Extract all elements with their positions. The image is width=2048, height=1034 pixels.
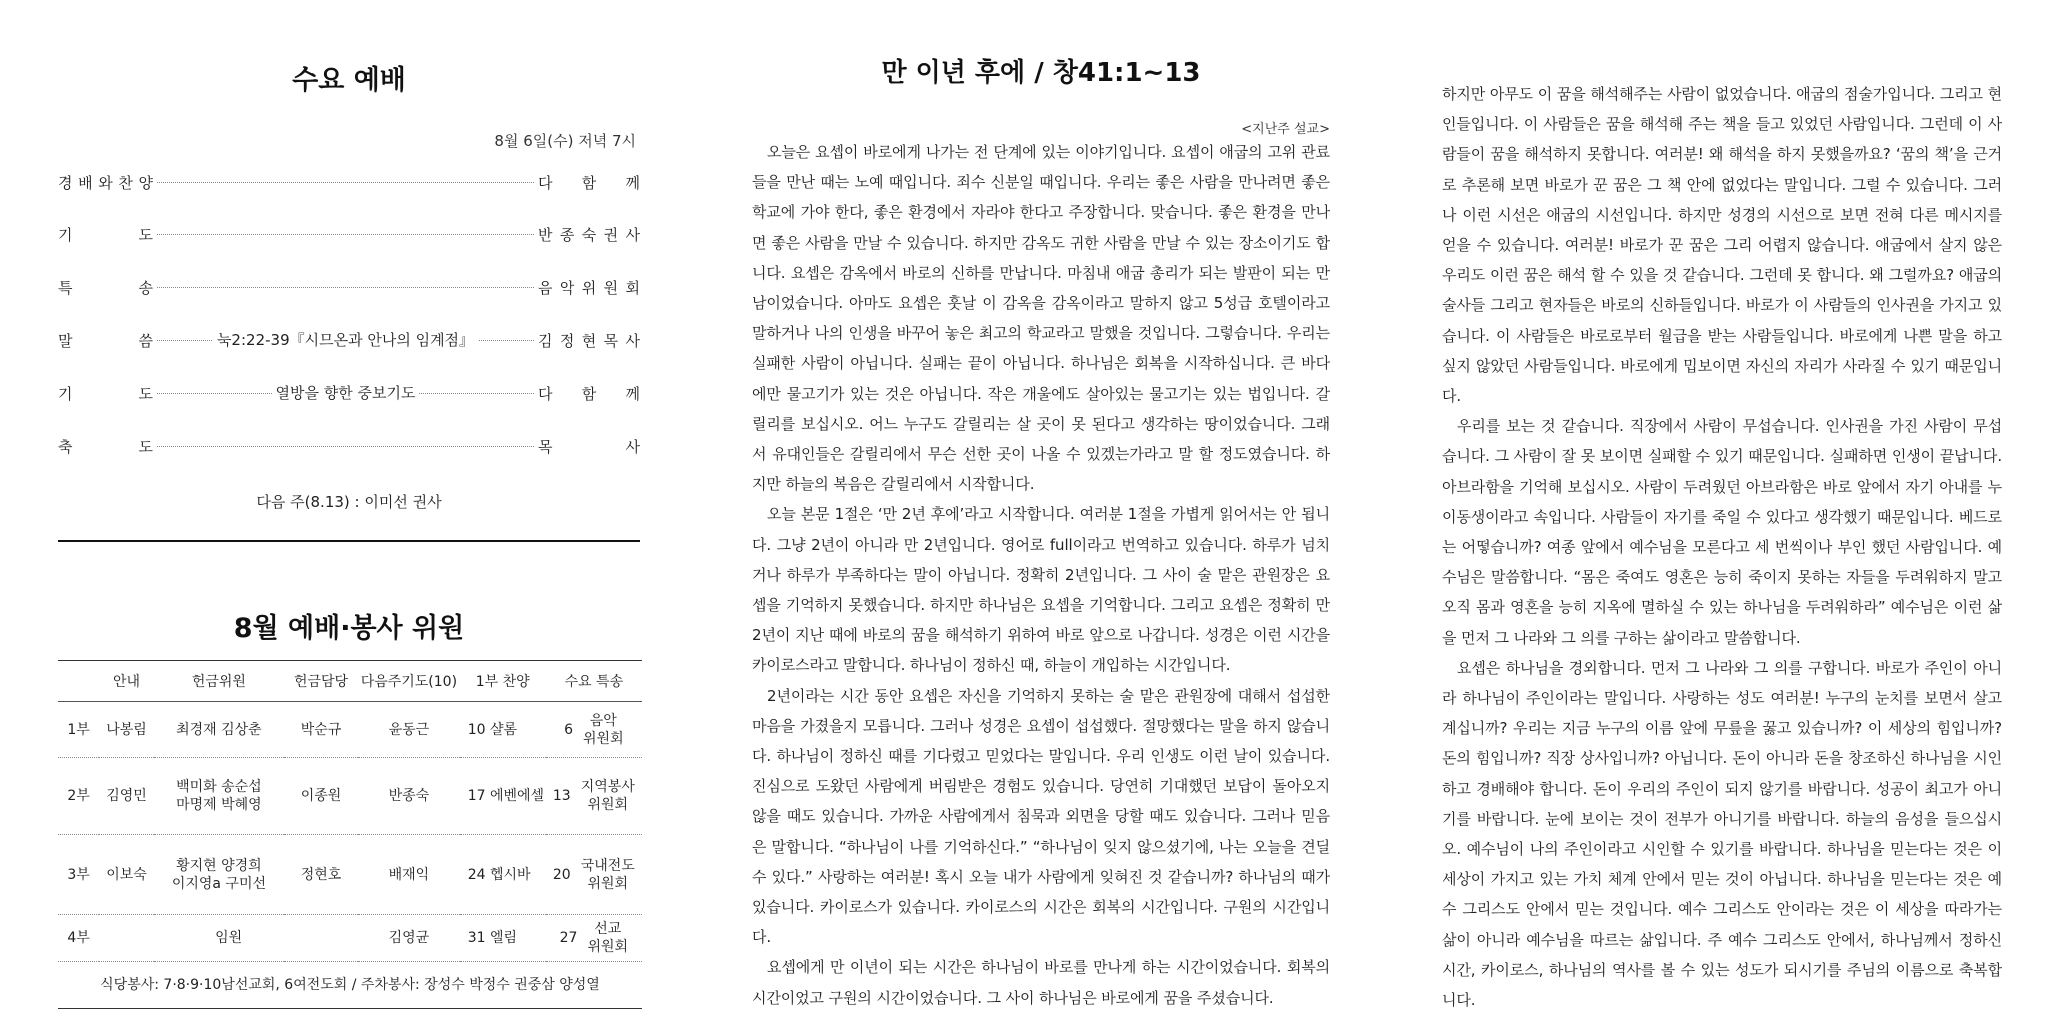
offering-cell: [99, 915, 358, 962]
prayer-cell: 배재익: [358, 835, 460, 915]
next-week-prayer: 다음 주(8.13) : 이미선 권사: [256, 493, 442, 511]
hymn-cell: 17 에벤에셀: [460, 758, 546, 835]
volunteers-footer-row: [58, 962, 642, 1009]
label-char: 배: [78, 173, 93, 192]
dotted-leader: [157, 181, 534, 183]
label-char: 송: [138, 278, 153, 297]
volunteers-row: [58, 915, 642, 962]
leader-char: 다: [538, 173, 553, 192]
sermon-paragraph: 오늘 본문 1절은 ‘만 2년 후에’라고 시작합니다. 여러분 1절을 가볍게 읽어서는 안 됩니다. 그냥 2년이 아니라 만 2년입니다. 영어로 full이라고 번역하고 있습니다. 하루가 넘치거나 하루가 부족하다는 말이 아닙니다. 정확히 2년입니다. 그 사이 술 맡은 관원장은 요셉을 기억하지 못했습니다. 하지만 하나님은 요셉을 기억합니다. 그리고 요셉은 정확히 만 2년이 지난 때에 바로의 꿈을 해석하기 위하여 바로 앞으로 나갑니다. 성경은 이런 시간을 카이로스라고 말합니다. 하나님이 정하신 때, 하늘이 개입하는 시간입니다.: [752, 505, 1330, 675]
special-number: 27: [559, 930, 578, 946]
volunteers-row: [58, 702, 642, 758]
offering-cell: [154, 758, 284, 835]
special-group: [581, 857, 635, 893]
leader-char: 사: [625, 331, 640, 350]
sermon-title: 만 이년 후에 / 창41:1~13: [881, 58, 1201, 88]
sermon-paragraph: 요셉은 하나님을 경외합니다. 먼저 그 나라와 그 의를 구합니다. 바로가 주인이 아니라 하나님이 주인이라는 말입니다. 사랑하는 성도 여러분! 누구의 눈치를 보면서 살고 계십니까? 우리는 지금 누구의 이름 앞에 무릎을 꿇고 있습니까? 이 세상의 힘입니까? 돈의 힘입니까? 직장 상사입니까? 아닙니다. 돈이 아니라 돈을 창조하신 하나님을 시인하고 경배해야 합니다. 돈이 우리의 주인이 되지 않기를 바랍니다. 성공이 최고가 아니기를 바랍니다. 눈에 보이는 것이 전부가 아니기를 바랍니다. 하늘의 음성을 들으십시오. 예수님이 나의 주인이라고 시인할 수 있기를 바랍니다. 하나님을 믿는다는 것은 이 세상이 가지고 있는 가치 체계 안에서 믿는 것이 아닙니다. 하나님을 믿는다는 것은 예수 그리스도 안에서 믿는 것입니다. 예수 그리스도 안이라는 것은 이 세상을 따라가는 삶이 아니라 예수님을 따르는 삶입니다. 주 예수 그리스도 안에서, 하나님께서 정하신 시간, 카이로스, 하나님의 역사를 볼 수 있는 성도가 되시기를 주님의 이름으로 축복합니다.: [1442, 658, 2002, 1010]
cell-line: 음악: [589, 712, 617, 729]
header-cell: 헌금위원: [154, 661, 284, 702]
sermon-paragraph: 요셉에게 만 이년이 되는 시간은 하나님이 바로를 만나게 하는 시간이었습니다. 회복의 시간이었고 구원의 시간이었습니다. 그 사이 하나님은 바로에게 꿈을 주셨습니다.: [752, 958, 1330, 1007]
order-item-label: [58, 436, 153, 457]
order-item-detail: 열방을 향한 중보기도: [272, 384, 420, 402]
sermon-paragraph: 우리를 보는 것 같습니다. 직장에서 사람이 무섭습니다. 인사권을 가진 사람이 무섭습니다. 그 사람이 잘 못 보이면 실패할 수 있기 때문입니다. 실패하면 인생이 끝납니다. 아브라함을 기억해 보십시오. 사람이 두려웠던 아브라함은 바로 앞에서 자기 아내를 누이동생이라고 속입니다. 사람들이 자기를 죽일 수 있다고 생각했기 때문입니다. 베드로는 어떻습니까? 여종 앞에서 예수님을 모른다고 세 번씩이나 부인 했던 사람입니다. 예수님은 말씀합니다. “몸은 죽여도 영혼은 능히 죽이지 못하는 자들을 두려워하지 말고 오직 몸과 영혼을 능히 지옥에 멸하실 수 있는 하나님을 두려워하라” 예수님은 이런 삶을 먼저 그 나라와 그 의를 구하는 삶이라고 말씀합니다.: [1442, 417, 2002, 647]
cell-line: 국내전도: [580, 857, 635, 874]
dotted-leader: [157, 286, 534, 288]
leader-char: 께: [625, 173, 640, 192]
special-cell: [546, 702, 642, 758]
part-cell: 1부: [58, 702, 99, 758]
offering-lead-cell: 정현호: [284, 835, 358, 915]
label-char: 경: [58, 173, 73, 192]
service-title: 수요 예배: [292, 65, 406, 96]
order-item-leader: [538, 172, 640, 193]
order-row: [58, 434, 640, 458]
guide-cell: 김영민: [99, 758, 154, 835]
dotted-leader: [157, 233, 534, 235]
part-cell: 2부: [58, 758, 99, 835]
leader-char: 께: [625, 384, 640, 403]
special-cell: [546, 915, 642, 962]
header-cell: 1부 찬양: [460, 661, 546, 702]
special-number: 6: [564, 721, 574, 738]
sermon-text-right: [1442, 79, 2002, 1015]
label-char: 도: [138, 384, 153, 403]
special-cell: [546, 758, 642, 835]
sermon-text-middle: [752, 137, 1330, 1013]
label-char: 도: [138, 437, 153, 456]
order-item-label: [58, 277, 153, 298]
part-cell: 3부: [58, 835, 99, 915]
label-char: 축: [58, 437, 73, 456]
leader-char: 사: [625, 437, 640, 456]
order-row: [58, 381, 640, 405]
offering-cell: [154, 702, 284, 758]
label-char: 말: [58, 331, 73, 350]
label-char: 기: [58, 384, 73, 403]
service-date: 8월 6일(수) 저녁 7시: [494, 132, 636, 150]
cell-line: 백미화 송순섭: [176, 779, 262, 795]
sermon-paragraph: 2년이라는 시간 동안 요셉은 자신을 기억하지 못하는 술 맡은 관원장에 대해서 섭섭한 마음을 가졌을지 모릅니다. 그러나 성경은 요셉이 섭섭했다. 절망했다는 말을 하지 않습니다. 하나님이 정하신 때를 기다렸고 믿었다는 말입니다. 우리 인생도 이런 날이 있습니다. 진심으로 도왔던 사람에게 버림받은 경험도 있습니다. 당연히 기대했던 보답이 돌아오지 않을 때도 있습니다. 가까운 사람에게서 침묵과 외면을 당할 때도 있습니다. 그러나 믿음은 말합니다. “하나님이 나를 기억하신다.” “하나님이 잊지 않으셨기에, 나는 오늘을 견딜 수 있다.” 사랑하는 여러분! 혹시 오늘 내가 사람에게 잊혀진 것 같습니까? 하나님의 때가 있습니다. 카이로스가 있습니다. 카이로스의 시간은 회복의 시간입니다. 구원의 시간입니다.: [752, 686, 1330, 947]
cell-line: 황지현 양경희: [176, 857, 262, 874]
offering-cell: [154, 835, 284, 915]
volunteers-body: [58, 702, 642, 1009]
label-char: 양: [138, 173, 153, 192]
cell-line: 위원회: [587, 797, 629, 813]
volunteers-title: 8월 예배·봉사 위원: [233, 613, 465, 644]
leader-char: 목: [538, 437, 553, 456]
special-number: 20: [552, 866, 571, 883]
volunteers-row: [58, 835, 642, 915]
sermon-paragraph: 오늘은 요셉이 바로에게 나가는 전 단계에 있는 이야기입니다. 요셉이 애굽의 고위 관료들을 만난 때는 노예 때입니다. 죄수 신분일 때입니다. 우리는 좋은 사람을 만나려면 좋은 학교에 가야 한다, 좋은 환경에서 자라야 한다고 주장합니다. 맞습니다. 좋은 환경을 만나면 좋은 사람을 만날 수 있습니다. 하지만 감옥도 귀한 사람을 만날 수 있는 장소이기도 합니다. 요셉은 감옥에서 바로의 신하를 만납니다. 마침내 애굽 총리가 되는 발판이 되는 만남이었습니다. 아마도 요셉은 훗날 이 감옥을 감옥이라고 말하지 않고 5성급 호텔이라고 말하거나 나의 인생을 바꾸어 놓은 최고의 학교라고 말했을 것입니다. 그렇습니다. 우리는 실패한 사람이 아닙니다. 실패는 끝이 아닙니다. 하나님은 회복을 시작하십니다. 큰 바다에만 물고기가 있는 것은 아닙니다. 작은 개울에도 살아있는 물고기는 있는 법입니다. 갈릴리를 보십시오. 어느 누구도 갈릴리는 살 곳이 못 된다고 생각하는 땅이었습니다. 그래서 유대인들은 갈릴리에서 무슨 선한 곳이 나올 수 있겠는가라고 말 할 정도였습니다. 하지만 하늘의 복음은 갈릴리에서 시작합니다.: [752, 143, 1330, 494]
hymn-cell: 24 헵시바: [460, 835, 546, 915]
sermon-paragraph: 하지만 아무도 이 꿈을 해석해주는 사람이 없었습니다. 애굽의 점술가입니다. 그리고 현인들입니다. 이 사람들은 꿈을 해석해 주는 책을 들고 있었던 사람입니다. 그런데 이 사람들이 꿈을 해석하지 못합니다. 여러분! 왜 해석을 하지 못했을까요? ‘꿈의 책’을 근거로 추론해 보면 바로가 꾼 꿈은 그 책 안에 없었다는 말입니다. 그럴 수 있습니다. 그러나 이런 시선은 애굽의 시선입니다. 하지만 성경의 시선으로 보면 전혀 다른 메시지를 얻을 수 있습니다. 여러분! 바로가 꾼 꿈은 그리 어렵지 않습니다. 애굽에서 살지 않은 우리도 이런 꿈은 해석 할 수 있을 것 같습니다. 그런데 못 합니다. 왜 그럴까요? 애굽의 술사들 그리고 현자들은 바로의 신하들입니다. 바로가 이 사람들의 인사권을 가지고 있습니다. 이 사람들은 바로로부터 월급을 받는 사람들입니다. 바로에게 나쁜 말을 하고 싶지 않았던 사람들입니다. 바로에게 밉보이면 자신의 자리가 사라질 수 있기 때문입니다.: [1442, 85, 2002, 406]
header-cell: 안내: [99, 661, 154, 702]
label-char: 도: [138, 225, 153, 244]
order-item-detail: 눅2:22-39『시므온과 안나의 임계점』: [213, 331, 478, 349]
label-char: 찬: [118, 173, 133, 192]
order-item-leader: [538, 383, 640, 404]
special-group: [581, 778, 635, 814]
offering-lead-cell: 이종원: [284, 758, 358, 835]
leader-char: 다: [538, 384, 553, 403]
order-row: [58, 328, 640, 352]
leader-char: 악: [559, 278, 575, 297]
volunteers-header-row: [58, 661, 642, 702]
leader-char: 회: [625, 278, 640, 297]
order-item-leader: [538, 224, 640, 245]
order-row: [58, 275, 640, 299]
leader-char: 위: [581, 278, 597, 297]
special-group: [587, 920, 628, 956]
prayer-cell: 반종숙: [358, 758, 460, 835]
order-item-leader: [538, 330, 640, 351]
volunteers-table: [58, 660, 642, 1009]
header-cell: 헌금담당: [284, 661, 358, 702]
header-cell: 다음주기도(10): [358, 661, 460, 702]
cell-line: 지역봉사: [580, 779, 635, 795]
guide-cell: 이보숙: [99, 835, 154, 915]
special-number: 13: [552, 788, 571, 804]
leader-char: 목: [603, 331, 619, 350]
cell-line: 위원회: [587, 875, 629, 892]
prayer-cell: 김영균: [358, 915, 460, 962]
label-char: 특: [58, 278, 73, 297]
hymn-cell: 31 엘림: [460, 915, 546, 962]
offering-lead-cell: 박순규: [284, 702, 358, 758]
header-cell: [58, 661, 99, 702]
dotted-leader: [157, 445, 534, 447]
cell-line: 선교: [594, 921, 622, 937]
leader-char: 사: [625, 225, 640, 244]
label-char: 와: [98, 173, 113, 192]
cell-line: 임원: [215, 930, 243, 946]
leader-char: 음: [538, 278, 553, 297]
special-cell: [546, 835, 642, 915]
order-item-leader: [538, 436, 640, 457]
order-item-label: [58, 172, 153, 193]
order-item-leader: [538, 277, 640, 298]
leader-char: 김: [538, 331, 553, 350]
dotted-leader: [157, 384, 534, 402]
leader-char: 종: [559, 225, 575, 244]
leader-char: 함: [581, 384, 597, 403]
last-week-note: <지난주 설교>: [1241, 122, 1330, 137]
leader-char: 권: [603, 225, 619, 244]
label-char: 기: [58, 225, 73, 244]
leader-char: 숙: [581, 225, 597, 244]
label-char: 씀: [138, 331, 153, 350]
order-item-label: [58, 383, 153, 404]
order-row: [58, 170, 640, 194]
leader-char: 반: [538, 225, 553, 244]
order-row: [58, 222, 640, 246]
leader-char: 정: [559, 331, 575, 350]
dotted-leader: [157, 331, 534, 349]
order-item-label: [58, 224, 153, 245]
leader-char: 현: [581, 331, 597, 350]
leader-char: 함: [581, 173, 597, 192]
volunteers-row: [58, 758, 642, 835]
special-group: [583, 712, 624, 748]
cell-line: 위원회: [583, 730, 624, 747]
cell-line: 최경재 김상춘: [176, 721, 262, 738]
order-item-label: [58, 330, 153, 351]
part-cell: 4부: [58, 915, 99, 962]
section-divider: [58, 540, 640, 542]
service-footer: 식당봉사: 7·8·9·10남선교회, 6여전도회 / 주차봉사: 장성수 박정수 권중삼 양성열: [58, 962, 642, 1009]
cell-line: 마명제 박혜영: [176, 797, 262, 813]
leader-char: 원: [603, 278, 619, 297]
prayer-cell: 윤동근: [358, 702, 460, 758]
guide-cell: 나봉림: [99, 702, 154, 758]
hymn-cell: 10 샬롬: [460, 702, 546, 758]
header-cell: 수요 특송: [546, 661, 642, 702]
cell-line: 이지영a 구미선: [171, 875, 266, 892]
cell-line: 위원회: [587, 939, 629, 955]
